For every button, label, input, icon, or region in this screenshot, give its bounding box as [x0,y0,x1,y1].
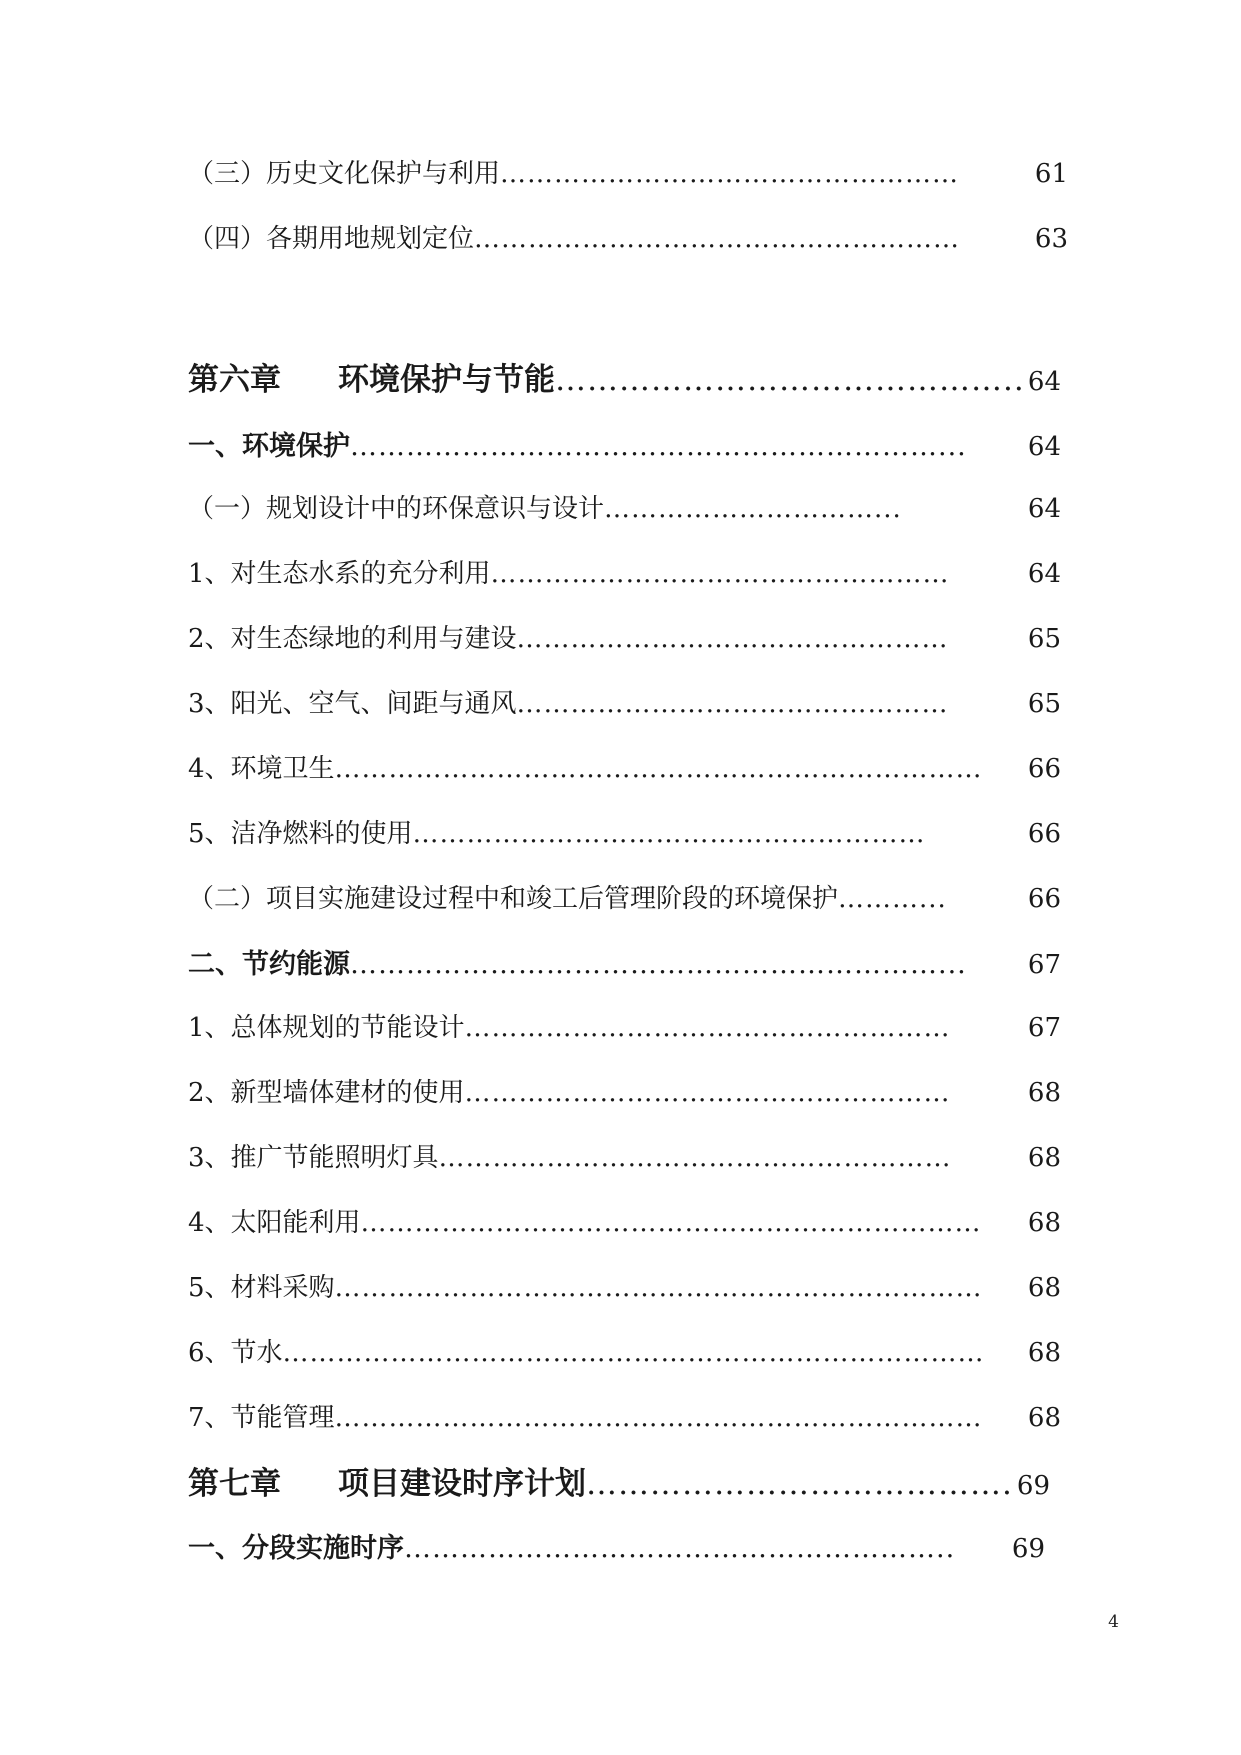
toc-entry-label: 一、环境保护 [188,431,350,462]
toc-page-number: 66 [1027,754,1061,784]
toc-page-number: 68 [1027,1273,1061,1303]
toc-entry[interactable] [188,488,1061,525]
toc-entry[interactable] [188,618,1061,655]
toc-entry[interactable] [188,1072,1061,1109]
toc-entry[interactable] [188,553,1061,590]
toc-leader-dots: ………………………………………… [516,624,949,654]
toc-entry[interactable] [188,1137,1061,1174]
toc-page-number: 65 [1027,624,1061,654]
toc-entry-label: 3、推广节能照明灯具 [188,1143,439,1173]
toc-page-number: 69 [1016,1471,1050,1501]
toc-leader-dots: ………………………………………………… [438,1143,952,1173]
toc-page-number: 64 [1027,367,1061,397]
toc-page-number: 64 [1027,494,1061,524]
toc-entry[interactable] [188,218,1068,255]
toc-entry[interactable] [188,1397,1061,1434]
toc-page-number: 68 [1027,1208,1061,1238]
toc-leader-dots: ……………………………………………………………… [334,754,983,784]
toc-leader-dots: …………………………………. [586,1466,1013,1502]
toc-entry[interactable] [188,878,1061,915]
toc-entry-label: 二、节约能源 [188,949,350,980]
toc-page-number: 65 [1027,689,1061,719]
chapter-number: 第六章 [188,362,281,398]
toc-leader-dots: ………... [838,884,947,914]
chapter-title: 项目建设时序计划 [338,1466,586,1502]
toc-entry-label: （三）历史文化保护与利用 [188,159,501,189]
toc-leader-dots: …………………………………….. [555,362,1025,398]
toc-entry[interactable] [188,813,1061,850]
toc-page-number: 61 [1034,159,1068,189]
toc-leader-dots: ……………………………………………… [474,224,961,254]
toc-page-number: 67 [1027,950,1061,980]
toc-section-entry[interactable] [188,942,1061,981]
toc-leader-dots: ………………………………………………………... [350,949,967,980]
toc-entry-label: 一、分段实施时序 [188,1533,404,1564]
toc-entry[interactable] [188,153,1068,190]
toc-entry[interactable] [188,1202,1061,1239]
toc-entry-label: 1、总体规划的节能设计 [188,1013,465,1043]
toc-leader-dots: …………………………………………………………………… [282,1338,985,1368]
toc-entry-label: 7、节能管理 [188,1403,335,1433]
toc-leader-dots: …………………………………………… [490,559,950,589]
toc-entry-label: （四）各期用地规划定位 [188,224,475,254]
toc-page-number: 69 [1011,1534,1045,1564]
toc-leader-dots: …………………………... [604,494,902,524]
page-number: 4 [1108,1612,1119,1632]
toc-page-number: 63 [1034,224,1068,254]
toc-leader-dots: ………………………………………………….. [404,1533,956,1564]
toc-leader-dots: ……………………………………………… [464,1078,951,1108]
toc-entry-label: 4、环境卫生 [188,754,335,784]
toc-entry-label: 5、材料采购 [188,1273,335,1303]
toc-page-number: 67 [1027,1013,1061,1043]
toc-entry-label: 4、太阳能利用 [188,1208,361,1238]
toc-section-entry[interactable] [188,1526,1045,1565]
toc-page-number: 68 [1027,1078,1061,1108]
toc-entry-label: 1、对生态水系的充分利用 [188,559,491,589]
toc-entry[interactable] [188,1267,1061,1304]
toc-entry[interactable] [188,748,1061,785]
toc-chapter-entry[interactable] [188,354,1061,399]
toc-leader-dots: ……………………………………………… [464,1013,951,1043]
toc-page-number: 68 [1027,1143,1061,1173]
toc-leader-dots: ……………………………………………………………… [334,1273,983,1303]
toc-leader-dots: …………………………………………………………… [360,1208,982,1238]
chapter-number: 第七章 [188,1466,281,1502]
chapter-title: 环境保护与节能 [338,362,555,398]
toc-page-number: 68 [1027,1403,1061,1433]
toc-page-number: 66 [1027,819,1061,849]
toc-section-entry[interactable] [188,424,1061,463]
toc-page-number: 64 [1027,559,1061,589]
toc-entry-label: 6、节水 [188,1338,283,1368]
toc-entry-label: （二）项目实施建设过程中和竣工后管理阶段的环境保护 [188,884,839,914]
toc-entry-label: 5、洁净燃料的使用 [188,819,413,849]
toc-entry[interactable] [188,1007,1061,1044]
toc-entry-label: 3、阳光、空气、间距与通风 [188,689,517,719]
toc-leader-dots: ………………………………………………………... [350,431,967,462]
toc-page-number: 68 [1027,1338,1061,1368]
toc-leader-dots: …………………………………………… [500,159,960,189]
toc-entry-label: 2、新型墙体建材的使用 [188,1078,465,1108]
toc-page-number: 66 [1027,884,1061,914]
toc-entry-label: （一）规划设计中的环保意识与设计 [188,494,605,524]
toc-entry-label: 2、对生态绿地的利用与建设 [188,624,517,654]
toc-chapter-entry[interactable] [188,1458,1050,1503]
toc-leader-dots: ………………………………………………… [412,819,926,849]
toc-entry[interactable] [188,683,1061,720]
toc-leader-dots: ………………………………………… [516,689,949,719]
toc-page-number: 64 [1027,432,1061,462]
toc-entry[interactable] [188,1332,1061,1369]
toc-leader-dots: ……………………………………………………………… [334,1403,983,1433]
